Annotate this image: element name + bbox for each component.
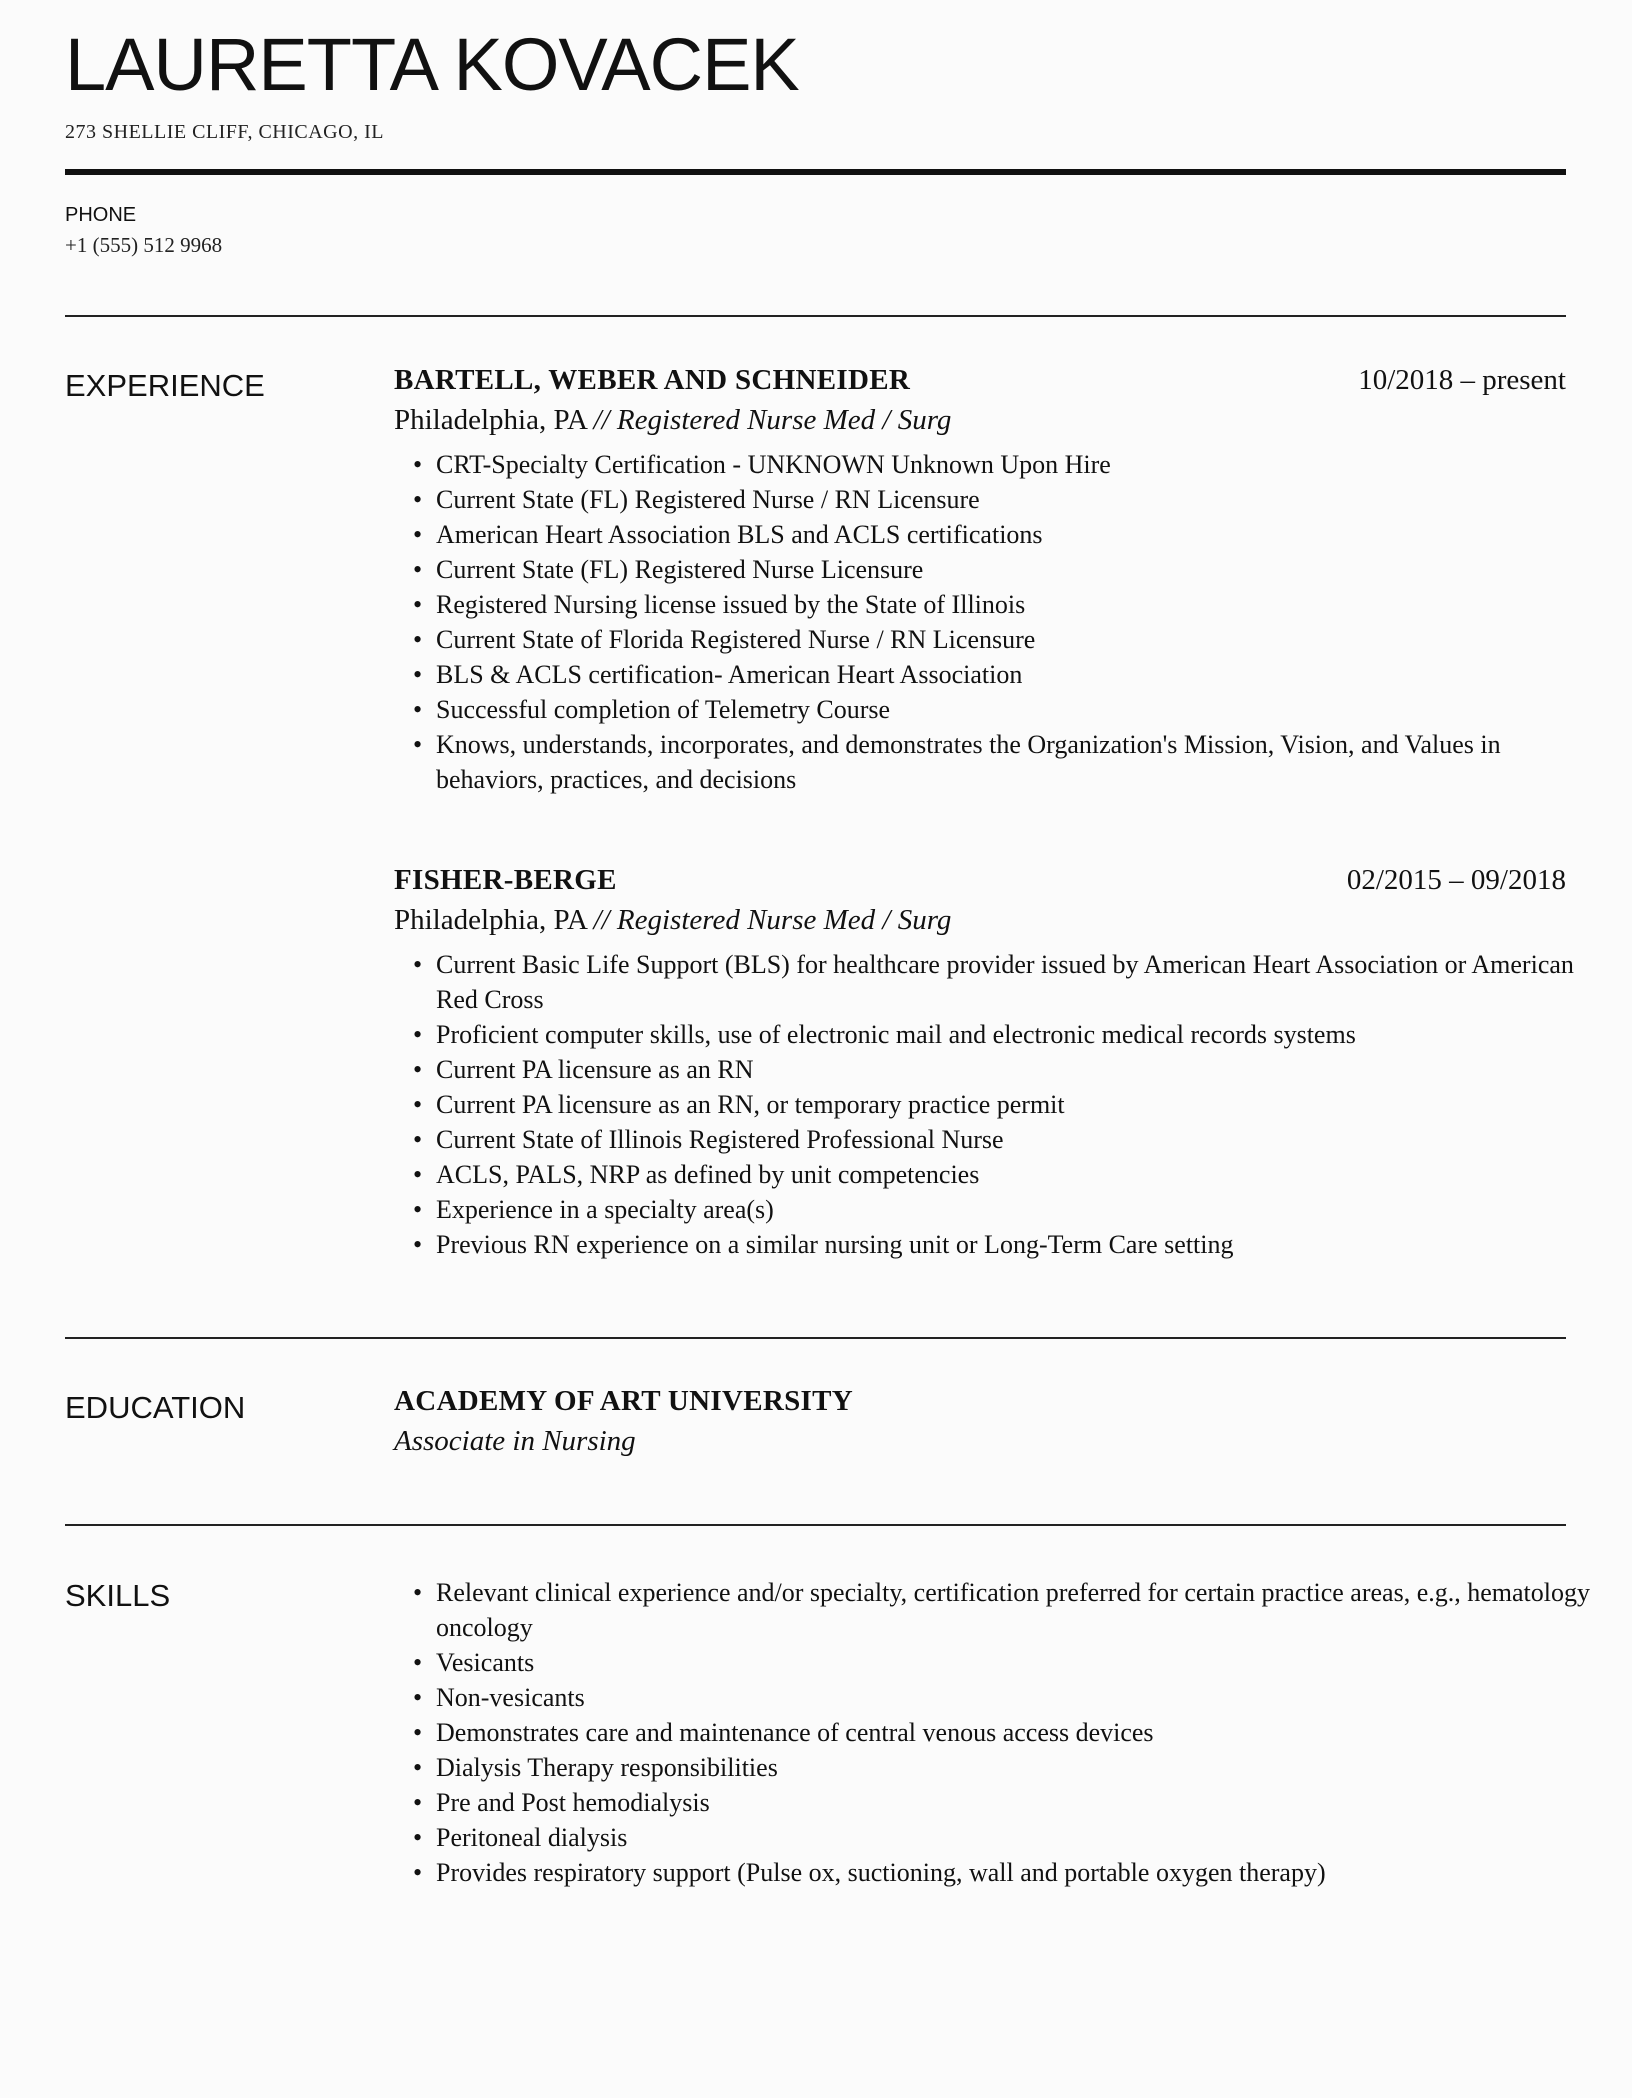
bullet-icon: • — [413, 1683, 423, 1712]
bullet-icon: • — [413, 590, 423, 619]
bullet-icon: • — [413, 450, 423, 479]
list-item: • Current PA licensure as an RN, or temporary practice permit — [436, 1087, 1608, 1122]
bullet-icon: • — [413, 1055, 423, 1084]
section-title-experience: EXPERIENCE — [65, 368, 265, 403]
list-item: • Previous RN experience on a similar nursing unit or Long-Term Care setting — [436, 1227, 1608, 1262]
list-item: • Demonstrates care and maintenance of central venous access devices — [436, 1715, 1608, 1750]
bullet-icon: • — [413, 1823, 423, 1852]
bullet-icon: • — [413, 1125, 423, 1154]
bullet-icon: • — [413, 695, 423, 724]
bullet-icon: • — [413, 1858, 423, 1887]
list-item: • Dialysis Therapy responsibilities — [436, 1750, 1608, 1785]
list-item: • Current Basic Life Support (BLS) for healthcare provider issued by American Heart Association or American Red Cross — [436, 947, 1608, 1017]
list-item: • Current State (FL) Registered Nurse / RN Licensure — [436, 482, 1608, 517]
job-header — [394, 864, 1566, 904]
list-item: • Current State (FL) Registered Nurse Licensure — [436, 552, 1608, 587]
list-item: • Knows, understands, incorporates, and demonstrates the Organization's Mission, Vision, and Values in behaviors, practices, and decisions — [436, 727, 1608, 797]
section-divider — [65, 1337, 1566, 1339]
address: 273 SHELLIE CLIFF, CHICAGO, IL — [65, 121, 384, 143]
job-location: Philadelphia, PA — [394, 404, 587, 436]
list-item: • Current State of Illinois Registered Professional Nurse — [436, 1122, 1608, 1157]
list-item: • American Heart Association BLS and ACLS certifications — [436, 517, 1608, 552]
bullet-icon: • — [413, 950, 423, 979]
job-dates: 02/2015 – 09/2018 — [1346, 864, 1566, 896]
list-item: • Relevant clinical experience and/or specialty, certification preferred for certain practice areas, e.g., hematology oncology — [436, 1575, 1608, 1645]
bullet-icon: • — [413, 730, 423, 759]
bullet-icon: • — [413, 1718, 423, 1747]
degree: Associate in Nursing — [394, 1425, 636, 1457]
list-item: • Provides respiratory support (Pulse ox, suctioning, wall and portable oxygen therapy) — [436, 1855, 1608, 1890]
bullet-icon: • — [413, 1648, 423, 1677]
company-name: FISHER-BERGE — [394, 864, 617, 896]
list-item: • Experience in a specialty area(s) — [436, 1192, 1608, 1227]
phone-value: +1 (555) 512 9968 — [65, 233, 223, 257]
job-bullets — [394, 947, 1608, 1262]
skills-list — [394, 1575, 1608, 1890]
section-title-skills: SKILLS — [65, 1578, 171, 1613]
bullet-icon: • — [413, 485, 423, 514]
section-title-education: EDUCATION — [65, 1390, 246, 1425]
bullet-icon: • — [413, 660, 423, 689]
bullet-icon: • — [413, 1230, 423, 1259]
list-item: • BLS & ACLS certification- American Heart Association — [436, 657, 1608, 692]
job-subline — [394, 404, 951, 437]
list-item: • Non-vesicants — [436, 1680, 1608, 1715]
section-divider — [65, 1524, 1566, 1526]
bullet-icon: • — [413, 1020, 423, 1049]
job-dates: 10/2018 – present — [1358, 364, 1566, 396]
bullet-icon: • — [413, 1578, 423, 1607]
bullet-icon: • — [413, 1160, 423, 1189]
header-divider — [65, 169, 1566, 175]
school-name: ACADEMY OF ART UNIVERSITY — [394, 1385, 853, 1417]
bullet-icon: • — [413, 1090, 423, 1119]
job-header — [394, 364, 1566, 404]
phone-label: PHONE — [65, 204, 137, 226]
list-item: • Successful completion of Telemetry Course — [436, 692, 1608, 727]
candidate-name: LAURETTA KOVACEK — [65, 23, 799, 106]
bullet-icon: • — [413, 520, 423, 549]
job-role: // Registered Nurse Med / Surg — [593, 904, 952, 936]
list-item: • Registered Nursing license issued by the State of Illinois — [436, 587, 1608, 622]
job-location: Philadelphia, PA — [394, 904, 587, 936]
list-item: • Current State of Florida Registered Nurse / RN Licensure — [436, 622, 1608, 657]
bullet-icon: • — [413, 1788, 423, 1817]
list-item: • CRT-Specialty Certification - UNKNOWN Unknown Upon Hire — [436, 447, 1608, 482]
job-subline — [394, 904, 951, 937]
bullet-icon: • — [413, 1195, 423, 1224]
list-item: • Proficient computer skills, use of electronic mail and electronic medical records systems — [436, 1017, 1608, 1052]
section-divider — [65, 315, 1566, 317]
bullet-icon: • — [413, 625, 423, 654]
bullet-icon: • — [413, 555, 423, 584]
job-bullets — [394, 447, 1608, 797]
list-item: • Current PA licensure as an RN — [436, 1052, 1608, 1087]
list-item: • Peritoneal dialysis — [436, 1820, 1608, 1855]
bullet-icon: • — [413, 1753, 423, 1782]
list-item: • Vesicants — [436, 1645, 1608, 1680]
list-item: • ACLS, PALS, NRP as defined by unit competencies — [436, 1157, 1608, 1192]
company-name: BARTELL, WEBER AND SCHNEIDER — [394, 364, 911, 396]
job-role: // Registered Nurse Med / Surg — [593, 404, 952, 436]
list-item: • Pre and Post hemodialysis — [436, 1785, 1608, 1820]
